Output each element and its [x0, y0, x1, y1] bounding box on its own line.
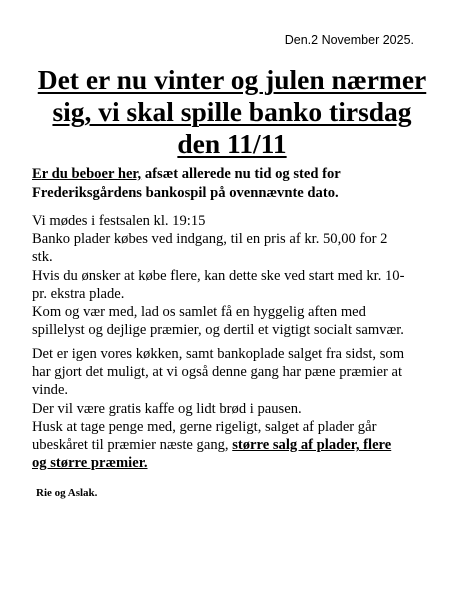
details-line: Kom og vær med, lad os samlet få en hyggelig aften med	[32, 304, 366, 321]
prizes-line: Der vil være gratis kaffe og lidt brød i pausen.	[32, 400, 302, 417]
headline-line-3: den 11/11	[177, 128, 287, 159]
prizes-paragraph	[32, 345, 452, 472]
details-line: Hvis du ønsker at købe flere, kan dette ske ved start med kr. 10-	[32, 267, 405, 284]
prizes-plain-text: ubeskåret til præmier næste gang,	[32, 437, 233, 454]
headline-line-1: Det er nu vinter og julen nærmer	[37, 64, 427, 95]
intro-paragraph	[32, 165, 452, 203]
details-line: spillelyst og dejlige præmier, og dertil et vigtigt socialt samvær.	[32, 322, 404, 339]
details-line: stk.	[32, 249, 53, 266]
prizes-emphasis: større salg af plader, flere	[232, 437, 392, 454]
prizes-line: har gjort det muligt, at vi også denne gang har pæne præmier at	[32, 364, 403, 381]
details-line: pr. ekstra plade.	[32, 285, 125, 302]
intro-underlined: Er du beboer her,	[32, 166, 142, 182]
headline	[22, 64, 442, 160]
prizes-line: vinde.	[32, 382, 69, 399]
prizes-line	[32, 436, 452, 454]
details-paragraph	[32, 212, 452, 339]
prizes-final-emphasis: og større præmier.	[32, 455, 148, 472]
intro-line-2: Frederiksgårdens bankospil på ovennævnte dato.	[32, 185, 339, 201]
prizes-line	[32, 454, 452, 472]
prizes-line: Det er igen vores køkken, samt bankoplade salget fra sidst, som	[32, 346, 405, 362]
intro-rest: afsæt allerede nu tid og sted for	[141, 166, 341, 182]
intro-line-1	[32, 165, 452, 184]
prizes-line: Husk at tage penge med, gerne rigeligt, salget af plader går	[32, 418, 377, 435]
date-line: Den.2 November 2025.	[284, 33, 414, 47]
signature: Rie og Aslak.	[36, 487, 98, 499]
details-line: Vi mødes i festsalen kl. 19:15	[32, 213, 206, 229]
headline-line-2: sig, vi skal spille banko tirsdag	[52, 96, 412, 127]
details-line: Banko plader købes ved indgang, til en pris af kr. 50,00 for 2	[32, 231, 388, 248]
